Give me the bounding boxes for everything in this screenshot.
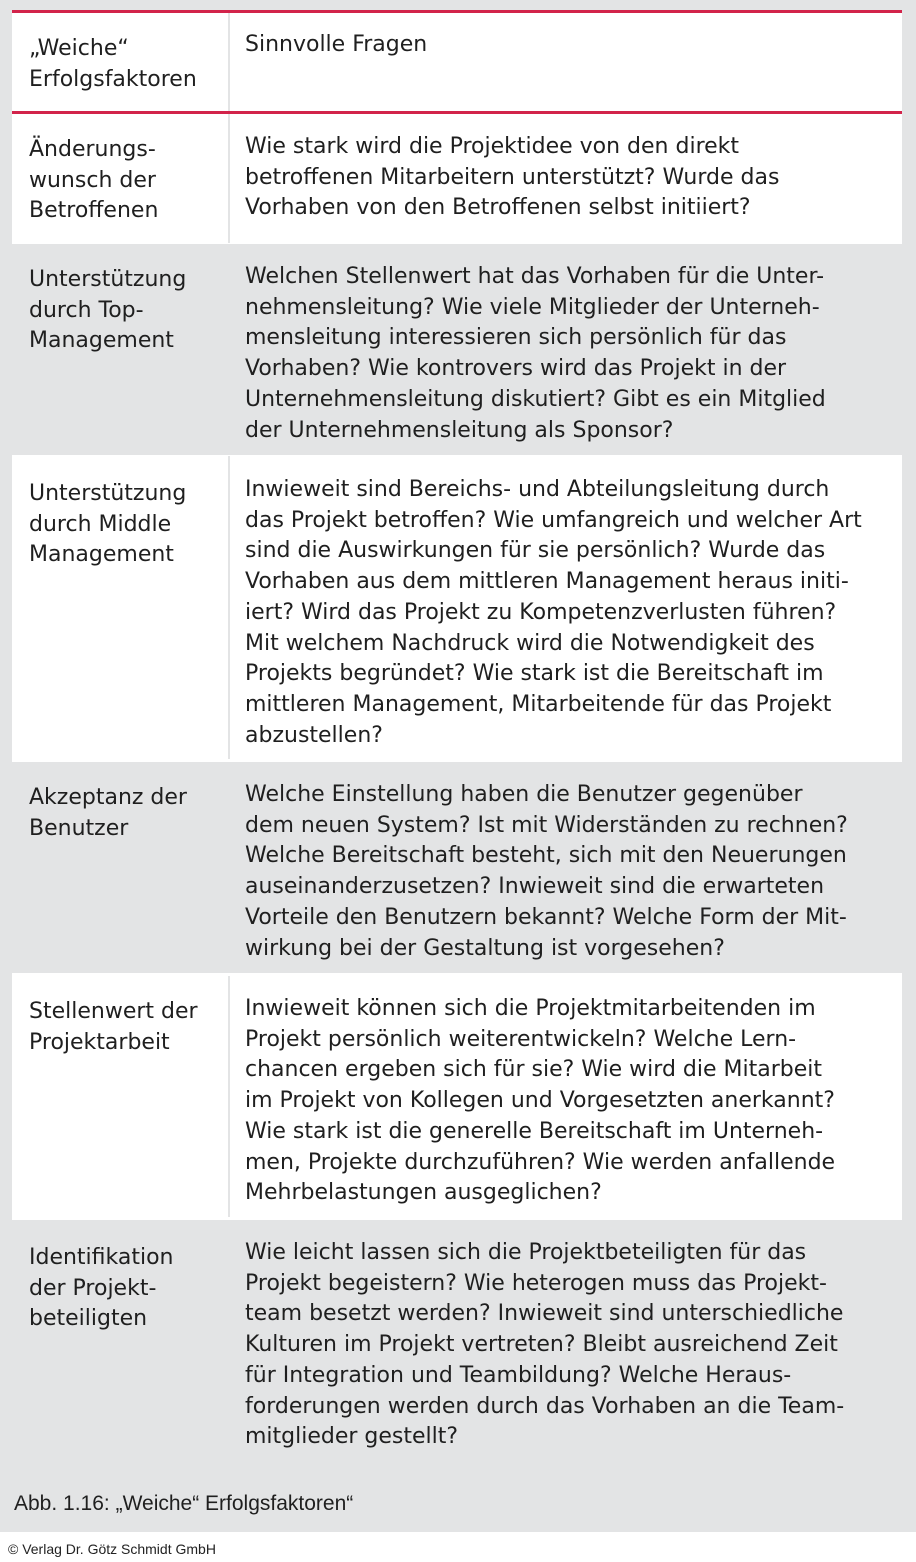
question-line: Projekts begründet? Wie stark ist die Bereitschaft im bbox=[245, 661, 824, 687]
factor-line: Projektarbeit bbox=[29, 1029, 170, 1055]
factor-line: Identifikation bbox=[29, 1245, 174, 1270]
question-line: für Integration und Teambildung? Welche Heraus- bbox=[245, 1362, 792, 1388]
header-factor-line: Erfolgsfaktoren bbox=[29, 66, 197, 92]
factor-line: beteiligten bbox=[29, 1306, 148, 1332]
question-line: der Unternehmensleitung als Sponsor? bbox=[245, 417, 674, 443]
question-line: Welche Bereitschaft besteht, sich mit den Neuerungen bbox=[245, 843, 847, 869]
question-line: nehmensleitung? Wie viele Mitglieder der Unterneh- bbox=[245, 294, 820, 320]
question-line: team besetzt werden? Inwieweit sind unterschiedliche bbox=[245, 1301, 844, 1327]
question-line: Wie leicht lassen sich die Projektbeteiligten für das bbox=[245, 1240, 807, 1265]
figure-caption: Abb. 1.16: „Weiche“ Erfolgsfaktoren“ bbox=[14, 1492, 354, 1515]
question-line: Mit welchem Nachdruck wird die Notwendigkeit des bbox=[245, 630, 815, 656]
question-line: Projekt begeistern? Wie heterogen muss das Projekt- bbox=[245, 1270, 827, 1296]
question-line: Welche Einstellung haben die Benutzer gegenüber bbox=[245, 782, 803, 807]
factor-line: Management bbox=[29, 328, 174, 354]
table-row bbox=[12, 114, 902, 243]
column-divider bbox=[228, 456, 230, 759]
header-factor-cell bbox=[29, 34, 219, 95]
factor-cell bbox=[29, 997, 219, 1058]
factor-line: durch Middle bbox=[29, 511, 172, 537]
question-line: Wie stark ist die generelle Bereitschaft im Unterneh- bbox=[245, 1118, 824, 1144]
factor-line: Stellenwert der bbox=[29, 999, 198, 1024]
question-line: Mehrbelastungen ausgeglichen? bbox=[245, 1180, 602, 1206]
question-line: forderungen werden durch das Vorhaben an die Team- bbox=[245, 1393, 845, 1419]
factor-cell bbox=[29, 783, 219, 844]
factor-cell bbox=[29, 265, 219, 357]
question-line: Vorteile den Benutzern bekannt? Welche Form der Mit- bbox=[245, 904, 847, 930]
copyright-notice: © Verlag Dr. Götz Schmidt GmbH bbox=[8, 1541, 216, 1557]
header-questions-line: Sinnvolle Fragen bbox=[245, 32, 428, 57]
factor-line: der Projekt- bbox=[29, 1275, 157, 1301]
question-line: wirkung bei der Gestaltung ist vorgesehen? bbox=[245, 935, 725, 961]
question-line: Unternehmensleitung diskutiert? Gibt es ein Mitglied bbox=[245, 386, 826, 412]
question-line: im Projekt von Kollegen und Vorgesetzten anerkannt? bbox=[245, 1088, 835, 1114]
question-line: Inwieweit sind Bereichs- und Abteilungsleitung durch bbox=[245, 477, 830, 502]
question-line: chancen ergeben sich für sie? Wie wird die Mitarbeit bbox=[245, 1057, 822, 1083]
question-line: men, Projekte durchzuführen? Wie werden anfallende bbox=[245, 1149, 836, 1175]
question-line: Wie stark wird die Projektidee von den direkt bbox=[245, 134, 740, 159]
question-line: mittleren Management, Mitarbeitende für das Projekt bbox=[245, 691, 832, 717]
question-line: Vorhaben aus dem mittleren Management heraus initi- bbox=[245, 569, 849, 595]
column-divider bbox=[228, 114, 230, 243]
factor-line: Betroffenen bbox=[29, 198, 159, 224]
factor-cell bbox=[29, 1243, 219, 1335]
column-divider bbox=[228, 13, 230, 111]
question-line: das Projekt betroffen? Wie umfangreich und welcher Art bbox=[245, 507, 862, 533]
table-header-row bbox=[12, 13, 902, 111]
factor-line: Benutzer bbox=[29, 815, 129, 841]
question-line: Kulturen im Projekt vertreten? Bleibt ausreichend Zeit bbox=[245, 1332, 838, 1358]
questions-cell bbox=[245, 780, 895, 964]
header-questions-cell bbox=[245, 30, 895, 61]
question-line: Inwieweit können sich die Projektmitarbeitenden im bbox=[245, 996, 816, 1021]
header-factor-line: „Weiche“ bbox=[29, 36, 129, 61]
table-row bbox=[12, 976, 902, 1217]
question-line: dem neuen System? Ist mit Widerständen zu rechnen? bbox=[245, 812, 848, 838]
questions-cell bbox=[245, 475, 895, 751]
question-line: Projekt persönlich weiterentwickeln? Welche Lern- bbox=[245, 1026, 797, 1052]
factor-line: Management bbox=[29, 542, 174, 568]
table-row bbox=[12, 1220, 902, 1473]
question-line: iert? Wird das Projekt zu Kompetenzverlusten führen? bbox=[245, 599, 837, 625]
questions-cell bbox=[245, 132, 895, 224]
question-line: betroffenen Mitarbeitern unterstützt? Wurde das bbox=[245, 164, 780, 190]
question-line: sind die Auswirkungen für sie persönlich? Wurde das bbox=[245, 538, 826, 564]
question-line: Welchen Stellenwert hat das Vorhaben für die Unter- bbox=[245, 264, 825, 289]
questions-cell bbox=[245, 994, 895, 1209]
factor-line: Unterstützung bbox=[29, 481, 187, 506]
question-line: Vorhaben von den Betroffenen selbst initiiert? bbox=[245, 195, 751, 221]
factor-cell bbox=[29, 135, 219, 227]
table-row bbox=[12, 762, 902, 973]
table-row bbox=[12, 244, 902, 455]
factor-line: Unterstützung bbox=[29, 267, 187, 292]
question-line: Vorhaben? Wie kontrovers wird das Projekt in der bbox=[245, 356, 787, 382]
factor-line: Akzeptanz der bbox=[29, 785, 187, 810]
question-line: mitglieder gestellt? bbox=[245, 1424, 459, 1450]
factor-line: durch Top- bbox=[29, 297, 144, 323]
table-row bbox=[12, 456, 902, 759]
question-line: auseinanderzusetzen? Inwieweit sind die erwarteten bbox=[245, 874, 825, 900]
column-divider bbox=[228, 976, 230, 1217]
question-line: abzustellen? bbox=[245, 722, 383, 748]
factor-line: wunsch der bbox=[29, 167, 156, 193]
factor-cell bbox=[29, 479, 219, 571]
factor-line: Änderungs- bbox=[29, 137, 156, 162]
question-line: mensleitung interessieren sich persönlich für das bbox=[245, 325, 787, 351]
questions-cell bbox=[245, 1238, 895, 1453]
questions-cell bbox=[245, 262, 895, 446]
success-factors-table bbox=[12, 10, 902, 1473]
